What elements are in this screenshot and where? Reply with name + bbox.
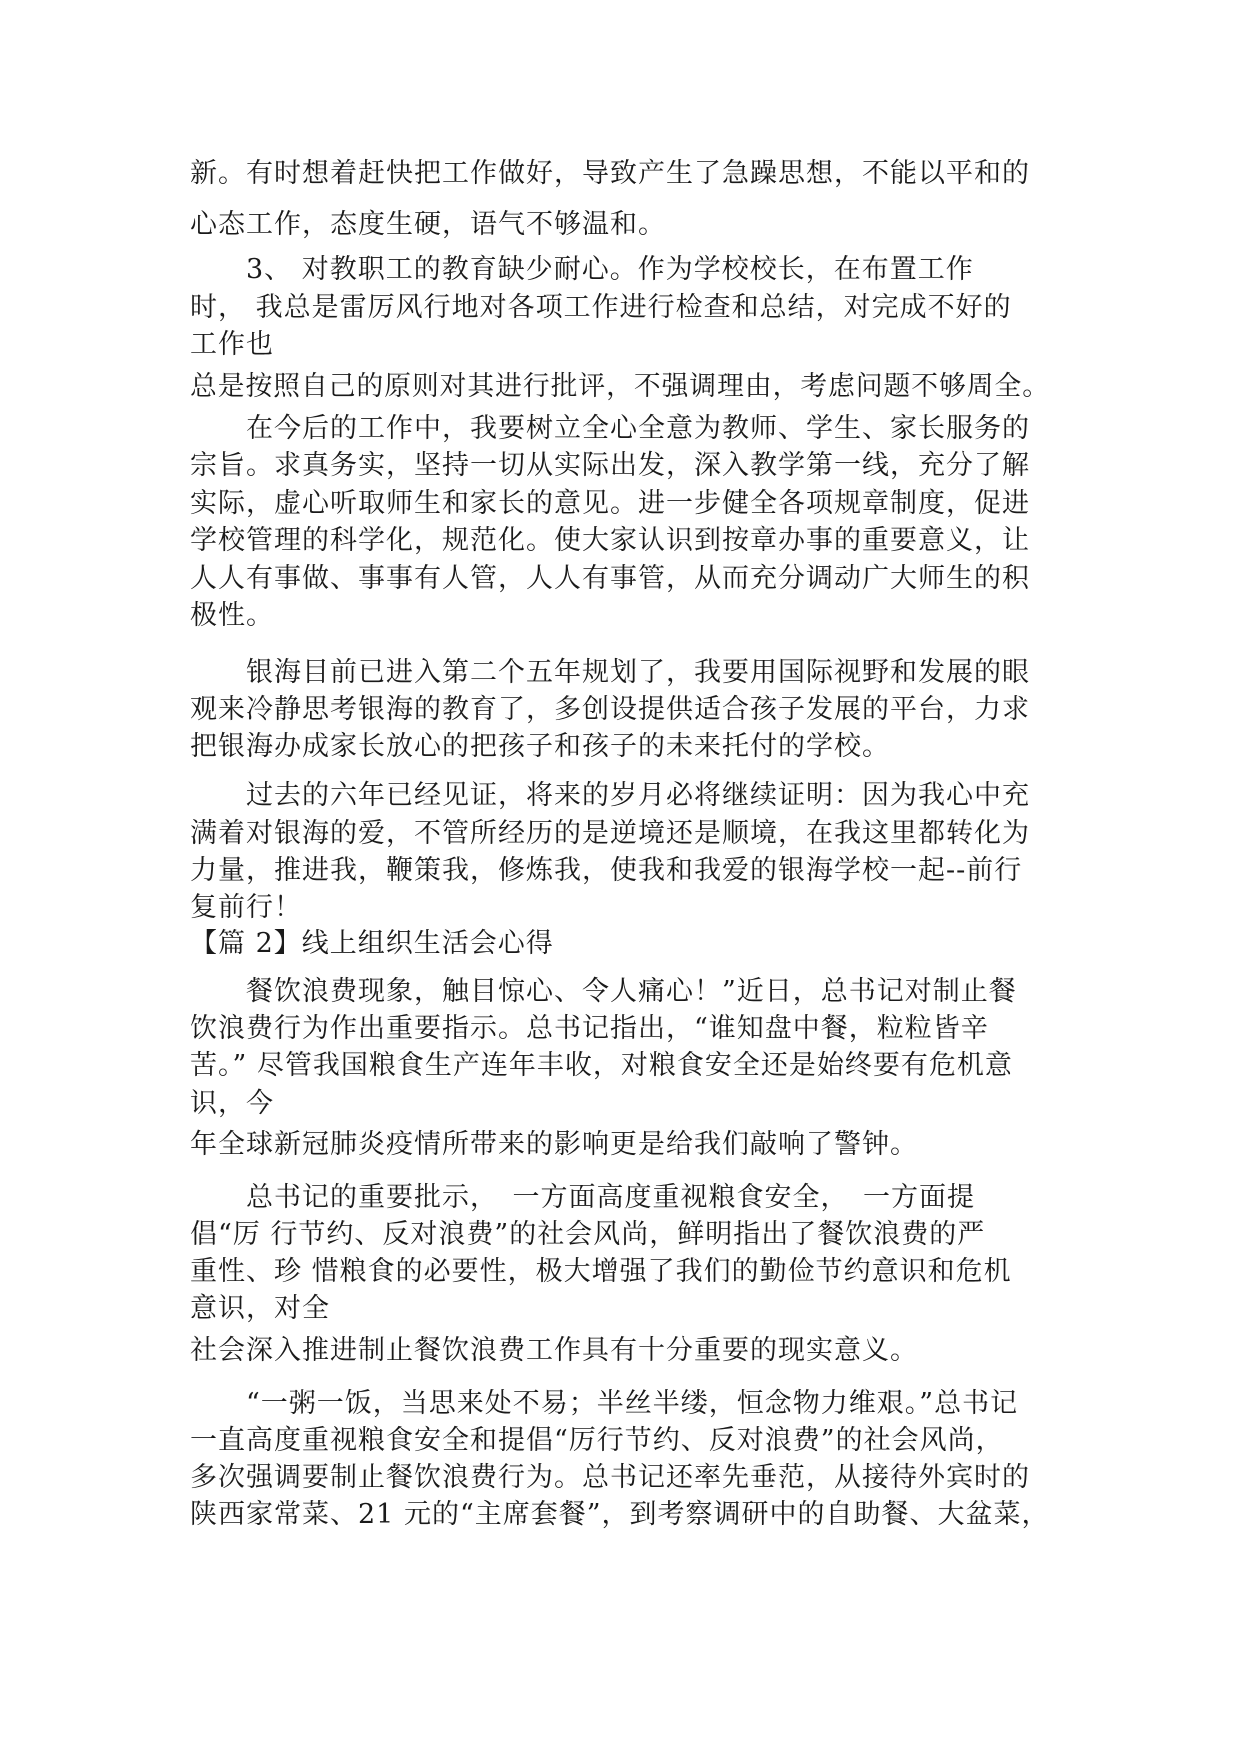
text-line: 满着对银海的爱，不管所经历的是逆境还是顺境，在我这里都转化为 bbox=[190, 818, 1030, 849]
text-line: 意识，对全 bbox=[190, 1293, 330, 1324]
text-line: 总是按照自己的原则对其进行批评，不强调理由，考虑问题不够周全。 bbox=[190, 371, 1051, 402]
text-line: 餐饮浪费现象，触目惊心、令人痛心！”近日，总书记对制止餐 bbox=[246, 976, 1017, 1007]
text-line: 时， 我总是雷厉风行地对各项工作进行检查和总结，对完成不好的 bbox=[190, 292, 1012, 323]
text-line: 银海目前已进入第二个五年规划了，我要用国际视野和发展的眼 bbox=[246, 657, 1030, 688]
text-line: 宗旨。求真务实，坚持一切从实际出发，深入教学第一线，充分了解 bbox=[190, 450, 1030, 481]
text-line: 陕西家常菜、21 元的“主席套餐”，到考察调研中的自助餐、大盆菜， bbox=[190, 1499, 1050, 1530]
text-line: 多次强调要制止餐饮浪费行为。总书记还率先垂范，从接待外宾时的 bbox=[190, 1462, 1030, 1493]
text-line: 一直高度重视粮食安全和提倡“厉行节约、反对浪费”的社会风尚， bbox=[190, 1425, 1004, 1456]
text-line: 重性、珍 惜粮食的必要性，极大增强了我们的勤俭节约意识和危机 bbox=[190, 1256, 1012, 1287]
text-line: 识，今 bbox=[190, 1088, 274, 1119]
text-line: 在今后的工作中，我要树立全心全意为教师、学生、家长服务的 bbox=[246, 413, 1030, 444]
text-line: 倡“厉 行节约、反对浪费”的社会风尚，鲜明指出了餐饮浪费的严 bbox=[190, 1219, 986, 1250]
section-heading: 【篇 2】线上组织生活会心得 bbox=[190, 928, 554, 959]
text-line: 年全球新冠肺炎疫情所带来的影响更是给我们敲响了警钟。 bbox=[190, 1129, 918, 1160]
text-line: 观来冷静思考银海的教育了，多创设提供适合孩子发展的平台，力求 bbox=[190, 694, 1030, 725]
text-line: 总书记的重要批示， 一方面高度重视粮食安全， 一方面提 bbox=[246, 1182, 975, 1213]
text-line: “一粥一饭，当思来处不易；半丝半缕，恒念物力维艰。”总书记 bbox=[246, 1388, 1019, 1419]
text-line: 心态工作，态度生硬，语气不够温和。 bbox=[190, 209, 666, 240]
text-line: 力量，推进我，鞭策我，修炼我，使我和我爱的银海学校一起--前行 bbox=[190, 855, 1023, 886]
text-line: 实际，虚心听取师生和家长的意见。进一步健全各项规章制度，促进 bbox=[190, 488, 1030, 519]
text-line: 3、 对教职工的教育缺少耐心。作为学校校长，在布置工作 bbox=[246, 254, 974, 285]
text-line: 过去的六年已经见证，将来的岁月必将继续证明：因为我心中充 bbox=[246, 780, 1030, 811]
text-line: 饮浪费行为作出重要指示。总书记指出，“谁知盘中餐，粒粒皆辛 bbox=[190, 1013, 989, 1044]
text-line: 工作也 bbox=[190, 329, 274, 360]
text-line: 复前行！ bbox=[190, 892, 302, 923]
text-line: 社会深入推进制止餐饮浪费工作具有十分重要的现实意义。 bbox=[190, 1335, 918, 1366]
text-line: 学校管理的科学化，规范化。使大家认识到按章办事的重要意义，让 bbox=[190, 525, 1030, 556]
text-line: 把银海办成家长放心的把孩子和孩子的未来托付的学校。 bbox=[190, 731, 890, 762]
text-line: 苦。” 尽管我国粮食生产连年丰收，对粮食安全还是始终要有危机意 bbox=[190, 1050, 1013, 1081]
text-line: 新。有时想着赶快把工作做好，导致产生了急躁思想，不能以平和的 bbox=[190, 158, 1030, 189]
text-line: 极性。 bbox=[190, 600, 274, 631]
text-line: 人人有事做、事事有人管，人人有事管，从而充分调动广大师生的积 bbox=[190, 563, 1030, 594]
